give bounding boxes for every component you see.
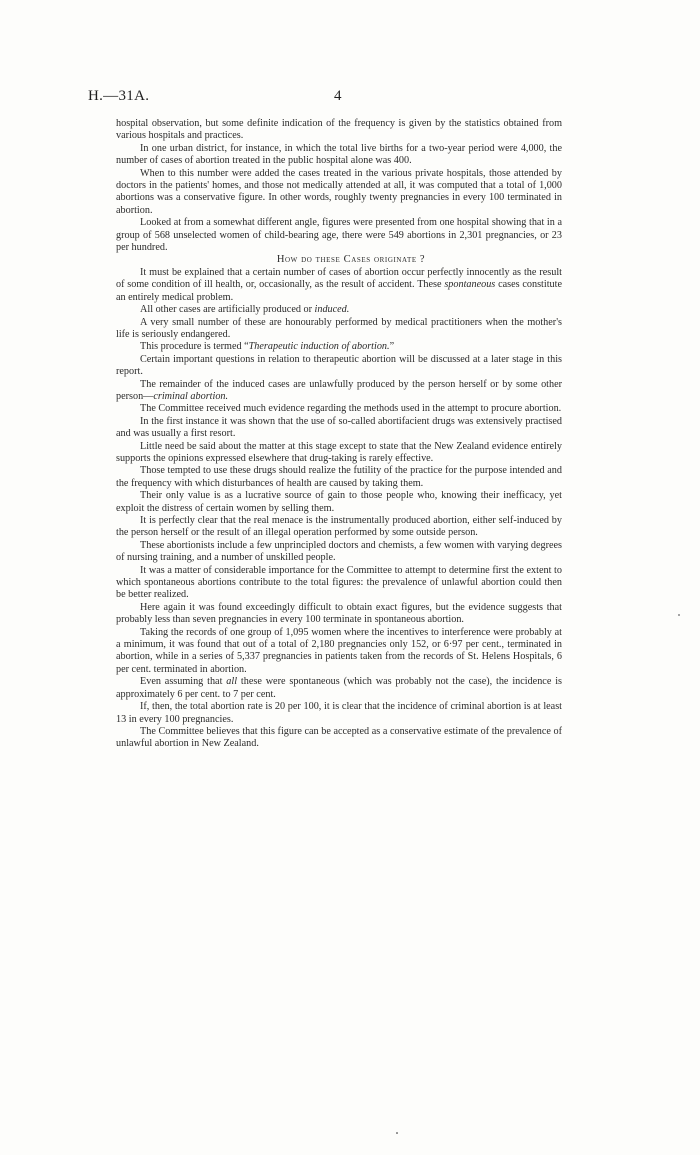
paragraph-text: cases constitute an entirely medical problem. <box>116 279 562 303</box>
paragraph: Certain important questions in relation to therapeutic abortion will be discussed at a later stage in this report. <box>116 353 562 378</box>
paragraph <box>116 267 562 304</box>
paragraph: Their only value is as a lucrative source of gain to those people who, knowing their inefficacy, yet exploit the distress of certain women by selling them. <box>116 490 562 514</box>
scan-speck <box>396 1132 398 1134</box>
paragraph: In the first instance it was shown that the use of so-called abortifacient drugs was extensively practised and was usually a first resort. <box>116 415 562 440</box>
scan-speck <box>678 614 680 616</box>
emphasis-text: spontaneous <box>444 279 496 291</box>
emphasis-text: criminal abortion. <box>153 390 229 402</box>
paragraph: In one urban district, for instance, in which the total live births for a two-year period were 4,000, the number of cases of abortion treated in the public hospital alone was 400. <box>116 142 562 167</box>
paragraph: The Committee believes that this figure can be accepted as a conservative estimate of the prevalence of unlawful abortion in New Zealand. <box>116 725 562 750</box>
body-text <box>116 118 562 751</box>
paragraph: Little need be said about the matter at this stage except to state that the New Zealand evidence entirely supports the opinions expressed elsewhere that drug-taking is rarely effective. <box>116 440 562 464</box>
paragraph <box>116 304 562 316</box>
paragraph: These abortionists include a few unprincipled doctors and chemists, a few women with varying degrees of nursing training, and a number of unskilled people. <box>116 539 562 564</box>
paragraph: When to this number were added the cases treated in the various private hospitals, those attended by doctors in the patients' homes, and those not medically attended at all, it was computed that a total of 1,000 abortions was a conservative figure. In other words, roughly twenty pregnancies in every 100 terminated in abortion. <box>116 167 562 216</box>
paragraph: If, then, the total abortion rate is 20 per 100, it is clear that the incidence of criminal abortion is at least 13 in every 100 pregnancies. <box>116 701 562 725</box>
paragraph-text: ” <box>389 341 395 353</box>
paragraph: Those tempted to use these drugs should realize the futility of the practice for the purpose intended and the frequency with which disturbances of health are caused by taking them. <box>116 465 562 489</box>
paragraph: The Committee received much evidence regarding the methods used in the attempt to procure abortion. <box>140 403 562 415</box>
paragraph: hospital observation, but some definite indication of the frequency is given by the statistics obtained from various hospitals and practices. <box>116 118 562 142</box>
paragraph-text: The remainder of the induced cases are unlawfully produced by the person herself or by some other person— <box>116 378 562 402</box>
paragraph <box>116 676 562 701</box>
paragraph-text: This procedure is termed “ <box>140 341 249 353</box>
paragraph: It was a matter of considerable importance for the Committee to attempt to determine first the extent to which spontaneous abortions contribute to the total figures: the prevalence of unlawful abortion could then be better realized. <box>116 564 562 601</box>
paragraph-text: Even assuming that <box>140 676 223 688</box>
emphasis-text: Therapeutic induction of abortion. <box>248 341 390 353</box>
paragraph <box>116 341 562 353</box>
paragraph: A very small number of these are honourably performed by medical practitioners when the mother's life is seriously endangered. <box>116 316 562 340</box>
emphasis-text: all <box>226 676 238 688</box>
document-reference: H.—31A. <box>88 88 150 104</box>
paragraph <box>116 379 562 404</box>
paragraph: Here again it was found exceedingly difficult to obtain exact figures, but the evidence suggests that probably less than seven pregnancies in every 100 terminate in spontaneous abortion. <box>116 601 562 626</box>
page-number: 4 <box>334 88 342 104</box>
paragraph-text: All other cases are artificially produced or <box>140 304 312 316</box>
paragraph: Taking the records of one group of 1,095 women where the incentives to interference were probably at a minimum, it was found that out of a total of 2,180 pregnancies only 152, or 6·97 per cent., terminated in abortion, while in a series of 5,337 pregnancies in patients taken from the records of St. Helens Hospitals, 6 per cent. terminated in abortion. <box>116 626 562 675</box>
paragraph-text: It must be explained that a certain number of cases of abortion occur perfectly innocently as the result of some condition of ill health, or, occasionally, as the result of accident. These <box>116 266 562 291</box>
section-heading: How do these Cases originate ? <box>276 254 426 266</box>
paragraph: It is perfectly clear that the real menace is the instrumentally produced abortion, either self-induced by the person herself or the result of an illegal operation performed by some outside person. <box>116 515 562 539</box>
paragraph: Looked at from a somewhat different angle, figures were presented from one hospital showing that in a group of 568 unselected women of child-bearing age, there were 549 abortions in 2,301 pregnancies, or 23 per hundred. <box>116 217 562 254</box>
emphasis-text: induced. <box>314 304 350 316</box>
paragraph-text: these were spontaneous (which was probably not the case), the incidence is approximately 6 per cent. to 7 per cent. <box>116 676 562 700</box>
